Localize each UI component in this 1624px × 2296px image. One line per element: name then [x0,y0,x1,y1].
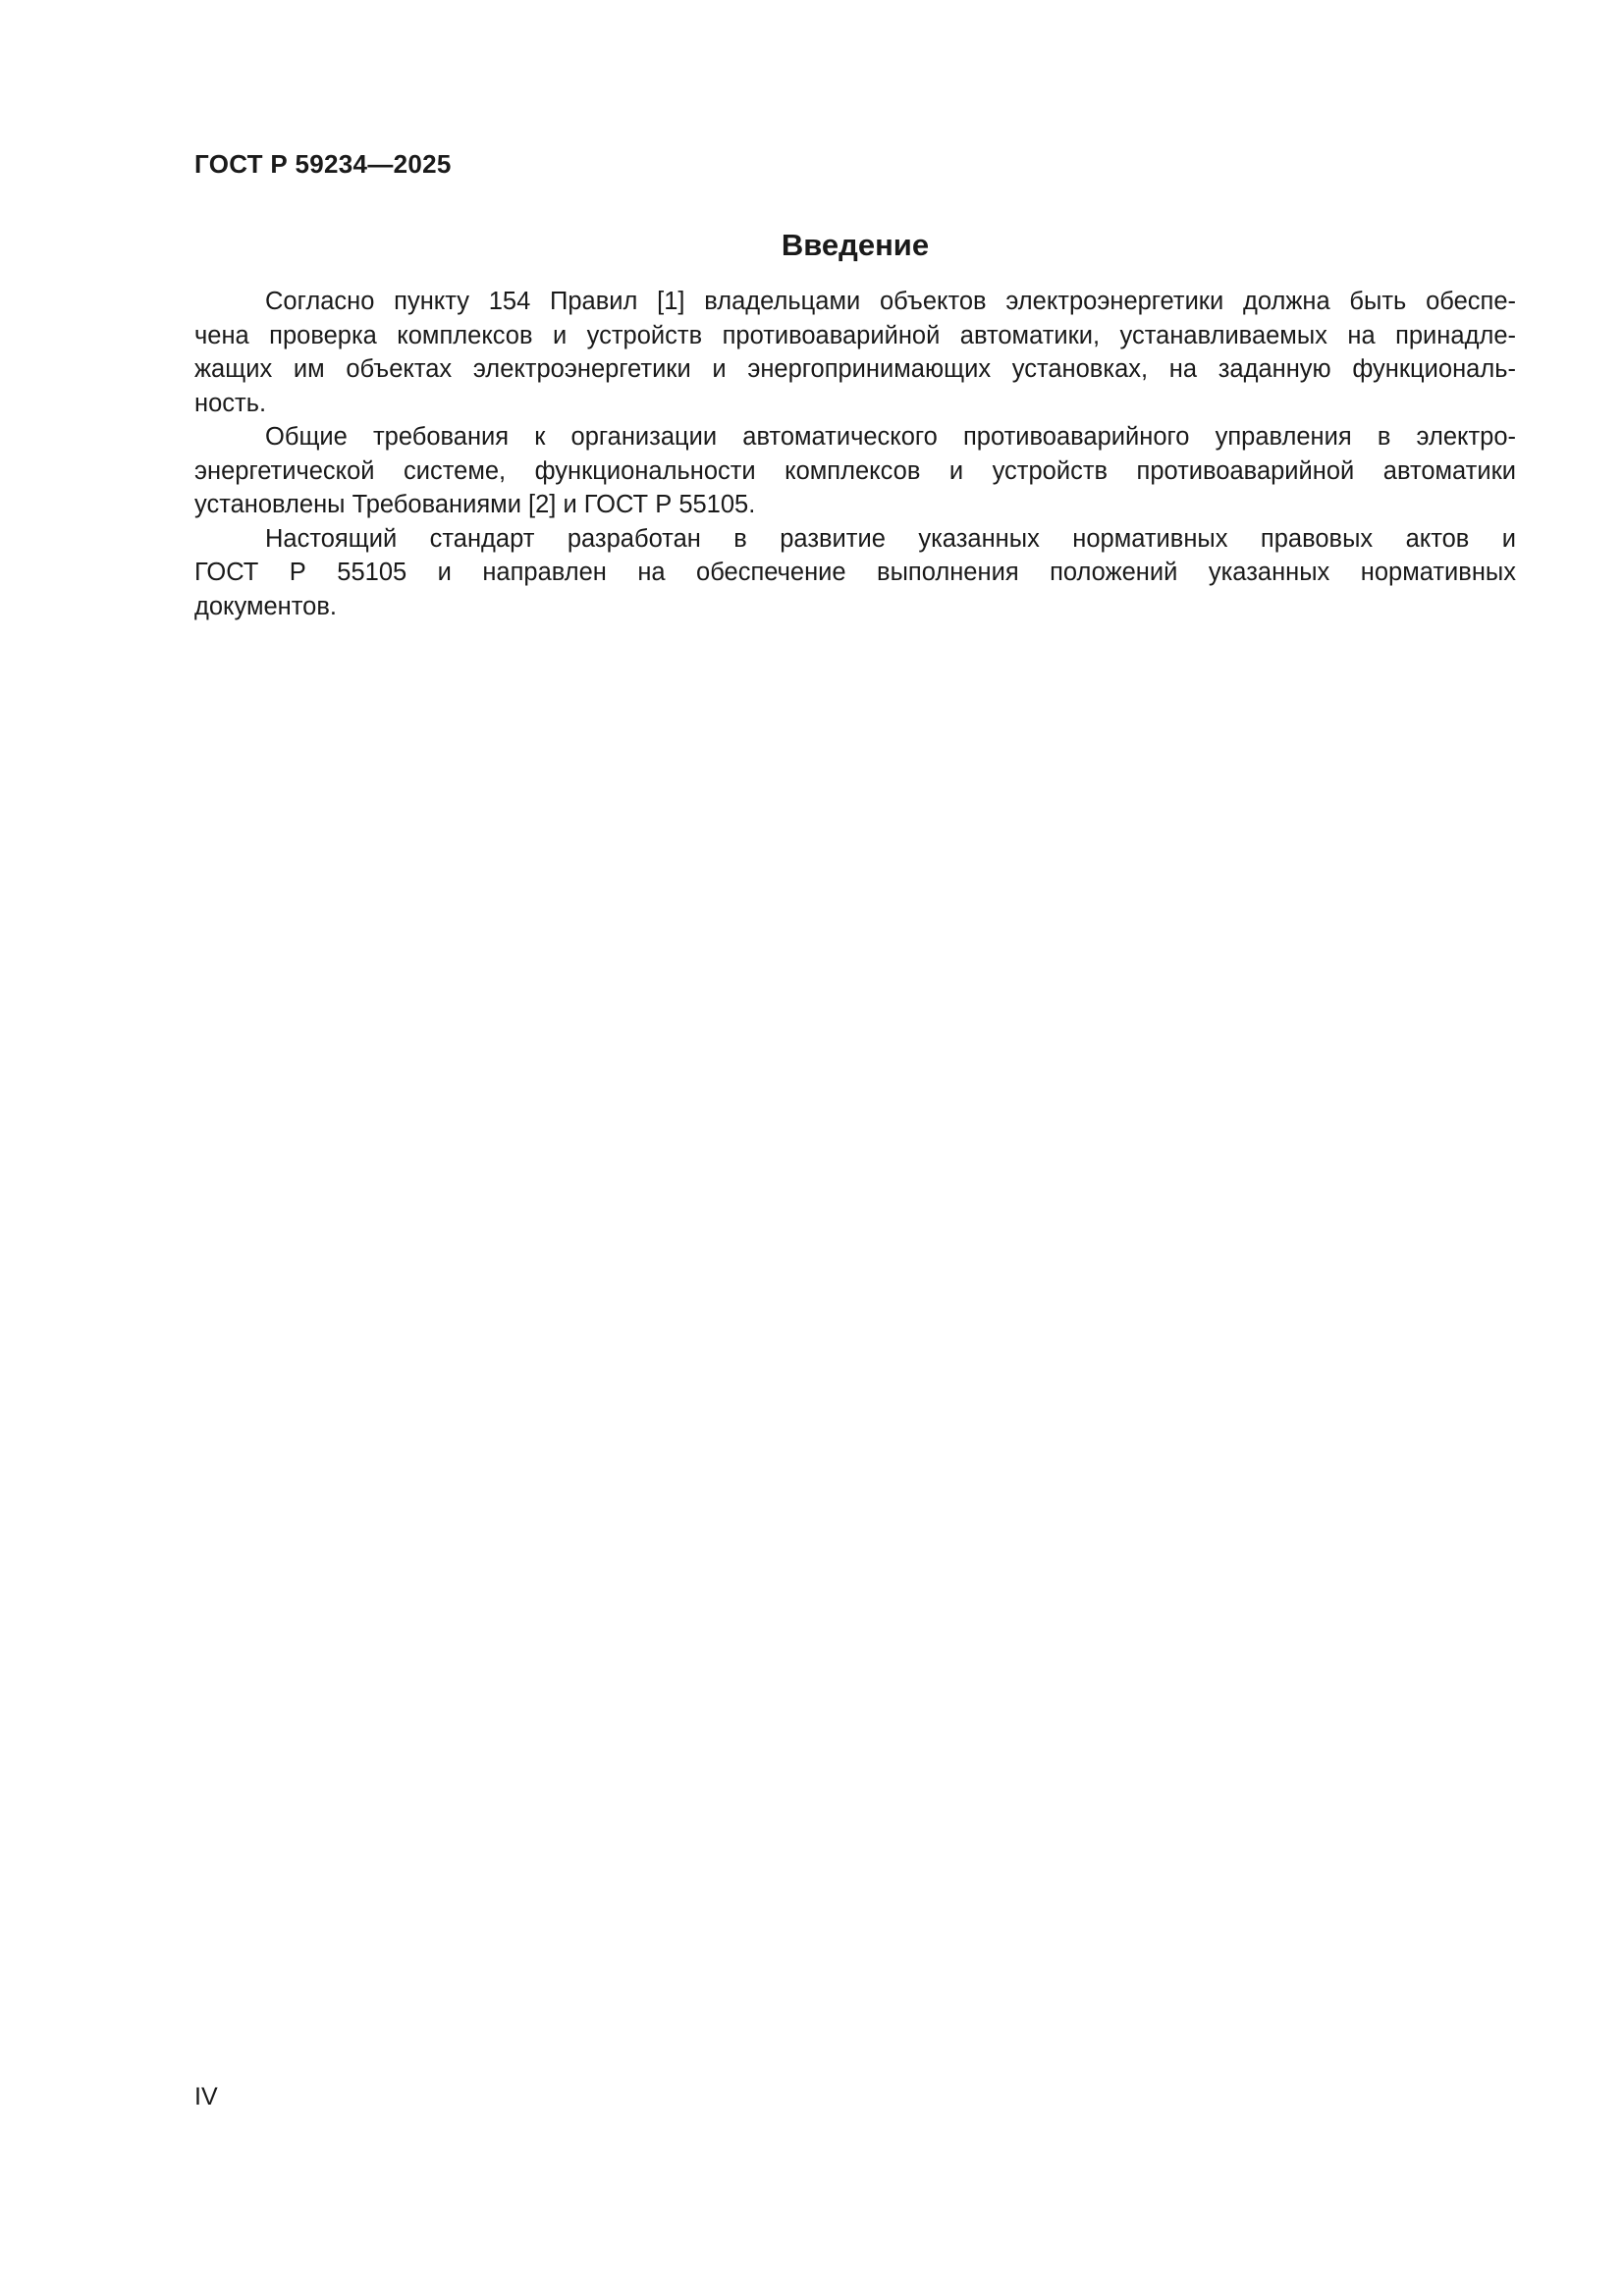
paragraph-line: ГОСТ Р 55105 и направлен на обеспечение выполнения положений указанных нормативных [194,559,1516,586]
paragraph-line: жащих им объектах электроэнергетики и энергопринимающих установках, на заданную функциональ- [194,355,1516,383]
document-code-header: ГОСТ Р 59234—2025 [194,149,452,179]
paragraph-1 [194,285,1516,420]
paragraph-3 [194,522,1516,624]
body-text [194,285,1516,623]
page-number: IV [194,2083,218,2110]
paragraph-line: чена проверка комплексов и устройств противоаварийной автоматики, устанавливаемых на принадле- [194,321,1516,349]
section-title: Введение [781,228,930,262]
paragraph-2 [194,420,1516,522]
paragraph-line: установлены Требованиями [2] и ГОСТ Р 55105. [194,491,756,518]
paragraph-line: документов. [194,592,337,620]
paragraph-line: ность. [194,389,267,417]
paragraph-line: Общие требования к организации автоматического противоаварийного управления в электро- [265,423,1516,451]
paragraph-line: Согласно пункту 154 Правил [1] владельцами объектов электроэнергетики должна быть обеспе- [265,288,1516,315]
paragraph-line: Настоящий стандарт разработан в развитие указанных нормативных правовых актов и [265,524,1516,553]
paragraph-line: энергетической системе, функциональности комплексов и устройств противоаварийной автоматики [194,456,1516,485]
